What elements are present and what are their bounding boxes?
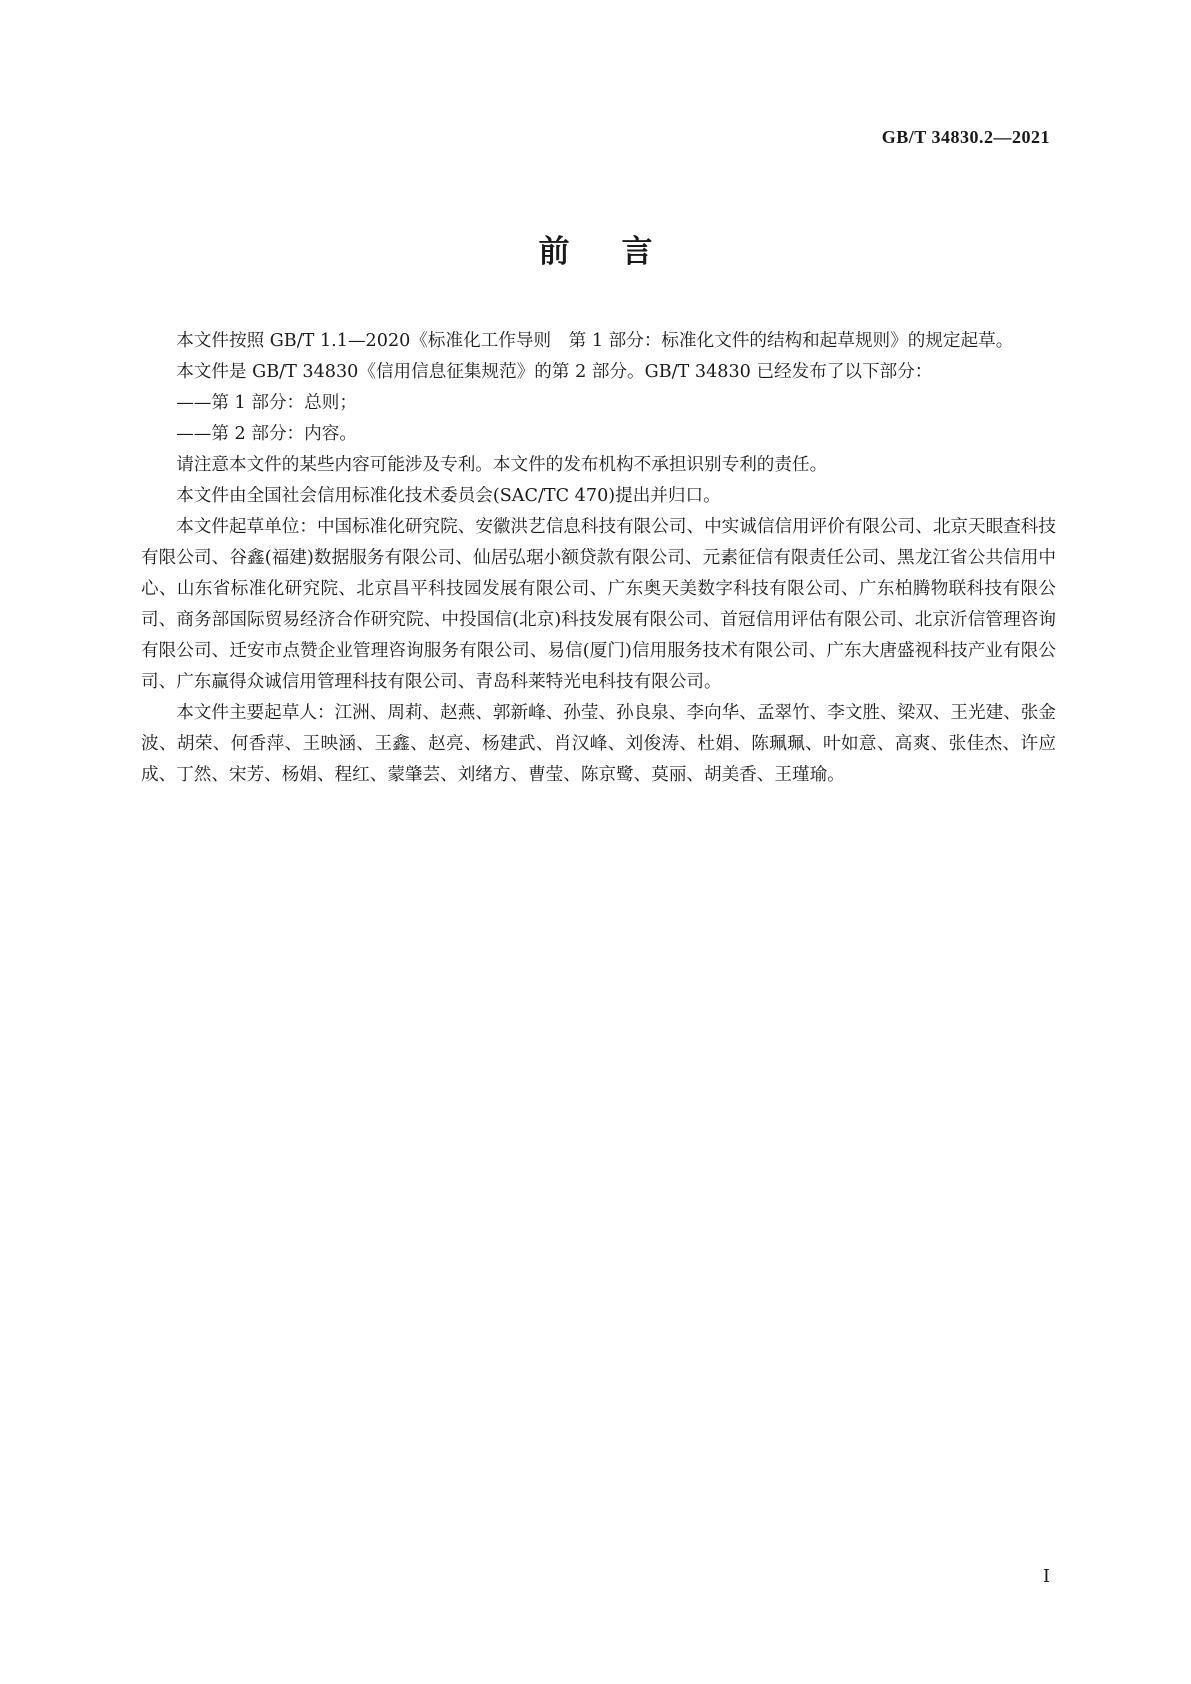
paragraph-series-parts: 本文件是 GB/T 34830《信用信息征集规范》的第 2 部分。GB/T 34830 已经发布了以下部分： (176, 362, 933, 382)
paragraph-main-drafters: 本文件主要起草人：江洲、周莉、赵燕、郭新峰、孙莹、孙良泉、李向华、孟翠竹、李文胜、梁双、王光建、张金波、胡荣、何香萍、王映涵、王鑫、赵亮、杨建武、肖汉峰、刘俊涛、杜娟、陈珮珮、叶如意、高爽、张佳杰、许应成、丁然、宋芳、杨娟、程红、蒙肇芸、刘绪方、曹莹、陈京鹭、莫丽、胡美香、王瑾瑜。 (141, 703, 1056, 785)
list-item-part-1: ——第 1 部分：总则； (176, 393, 357, 413)
standard-id: GB/T 34830.2—2021 (881, 127, 1050, 147)
page-number: I (1042, 1566, 1050, 1587)
page-title: 前言 (538, 234, 705, 270)
foreword-body (141, 326, 1056, 791)
paragraph-drafting-units: 本文件起草单位：中国标准化研究院、安徽洪艺信息科技有限公司、中实诚信信用评价有限公司、北京天眼查科技有限公司、谷鑫(福建)数据服务有限公司、仙居弘琚小额贷款有限公司、元素征信有限责任公司、黑龙江省公共信用中心、山东省标准化研究院、北京昌平科技园发展有限公司、广东奥天美数字科技有限公司、广东柏腾物联科技有限公司、商务部国际贸易经济合作研究院、中投国信(北京)科技发展有限公司、首冠信用评估有限公司、北京沂信管理咨询有限公司、迁安市点赞企业管理咨询服务有限公司、易信(厦门)信用服务技术有限公司、广东大唐盛视科技产业有限公司、广东赢得众诚信用管理科技有限公司、青岛科莱特光电科技有限公司。 (141, 517, 1056, 692)
paragraph-proposer: 本文件由全国社会信用标准化技术委员会(SAC/TC 470)提出并归口。 (176, 486, 721, 506)
paragraph-patent-notice: 请注意本文件的某些内容可能涉及专利。本文件的发布机构不承担识别专利的责任。 (176, 455, 828, 475)
list-item-part-2: ——第 2 部分：内容。 (176, 424, 357, 444)
paragraph-drafting-rules: 本文件按照 GB/T 1.1—2020《标准化工作导则 第 1 部分：标准化文件的结构和起草规则》的规定起草。 (176, 331, 1014, 351)
